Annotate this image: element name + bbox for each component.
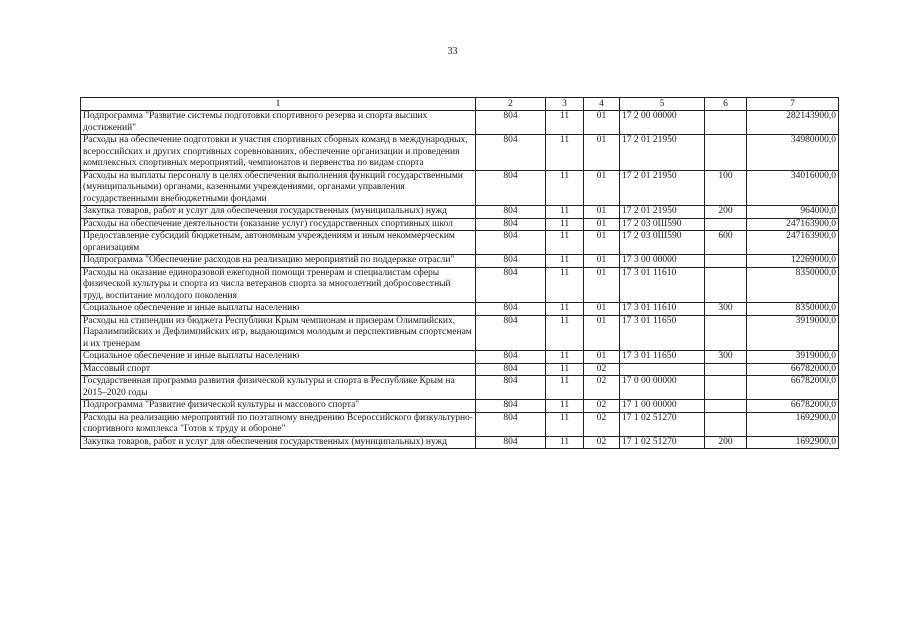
row-code-5-cell: 17 2 01 21950 [620, 135, 705, 171]
row-amount-cell: 1692900,0 [747, 412, 839, 436]
row-code-2-cell: 804 [476, 231, 546, 255]
row-amount-cell: 282143900,0 [747, 111, 839, 135]
row-code-3-cell: 11 [546, 170, 584, 206]
header-col-2: 2 [476, 98, 546, 111]
row-code-5-cell: 17 2 03 0Ш590 [620, 218, 705, 231]
row-code-5-cell [620, 363, 705, 376]
row-code-6-cell: 200 [705, 206, 747, 219]
row-amount-cell: 3919000,0 [747, 351, 839, 364]
header-col-5: 5 [620, 98, 705, 111]
row-code-4-cell: 02 [584, 412, 620, 436]
row-code-3-cell: 11 [546, 231, 584, 255]
table-row [81, 315, 839, 351]
row-amount-cell: 964000,0 [747, 206, 839, 219]
row-code-4-cell: 02 [584, 436, 620, 449]
row-code-6-cell: 300 [705, 303, 747, 316]
table-body [81, 111, 839, 449]
row-amount-cell: 247163900,0 [747, 231, 839, 255]
row-code-6-cell: 100 [705, 170, 747, 206]
row-code-4-cell: 01 [584, 303, 620, 316]
row-code-2-cell: 804 [476, 351, 546, 364]
row-name-cell: Социальное обеспечение и иные выплаты населению [81, 351, 476, 364]
row-code-5-cell: 17 2 01 21950 [620, 170, 705, 206]
row-code-4-cell: 01 [584, 206, 620, 219]
row-code-3-cell: 11 [546, 363, 584, 376]
table-row [81, 351, 839, 364]
row-name-cell: Предоставление субсидий бюджетным, автономным учреждениям и иным некоммерческим организациям [81, 231, 476, 255]
row-code-3-cell: 11 [546, 218, 584, 231]
row-name-cell: Государственная программа развития физической культуры и спорта в Республике Крым на 2015–2020 годы [81, 376, 476, 400]
row-name-cell: Закупка товаров, работ и услуг для обеспечения государственных (муниципальных) нужд [81, 436, 476, 449]
row-code-6-cell [705, 315, 747, 351]
header-col-1: 1 [81, 98, 476, 111]
table-row [81, 206, 839, 219]
row-code-3-cell: 11 [546, 351, 584, 364]
row-name-cell: Подпрограмма "Развитие системы подготовки спортивного резерва и спорта высших достижений" [81, 111, 476, 135]
row-code-3-cell: 11 [546, 255, 584, 268]
row-amount-cell: 8350000,0 [747, 267, 839, 303]
row-code-5-cell: 17 1 02 51270 [620, 436, 705, 449]
row-code-3-cell: 11 [546, 436, 584, 449]
table-row [81, 267, 839, 303]
header-col-6: 6 [705, 98, 747, 111]
row-code-2-cell: 804 [476, 206, 546, 219]
table-row [81, 303, 839, 316]
row-code-4-cell: 01 [584, 170, 620, 206]
row-code-6-cell [705, 400, 747, 413]
row-code-6-cell [705, 255, 747, 268]
row-name-cell: Расходы на обеспечение подготовки и участия спортивных сборных команд в международных, всероссийских и других спортивных соревнованиях, обеспечение организации и проведения комплексных спортивных мероприятий, чемпионатов и первенства по видам спорта [81, 135, 476, 171]
row-code-2-cell: 804 [476, 363, 546, 376]
row-code-2-cell: 804 [476, 303, 546, 316]
row-code-4-cell: 01 [584, 315, 620, 351]
table-row [81, 376, 839, 400]
row-code-4-cell: 01 [584, 135, 620, 171]
row-code-4-cell: 01 [584, 111, 620, 135]
row-code-3-cell: 11 [546, 111, 584, 135]
row-name-cell: Расходы на оказание единоразовой ежегодной помощи тренерам и специалистам сферы физической культуры и спорта из числа ветеранов спорта за многолетний добросовестный труд, воспитание молодого поколения [81, 267, 476, 303]
row-code-5-cell: 17 3 01 11610 [620, 303, 705, 316]
row-code-4-cell: 02 [584, 400, 620, 413]
row-amount-cell: 34016000,0 [747, 170, 839, 206]
row-code-5-cell: 17 1 02 51270 [620, 412, 705, 436]
row-code-6-cell: 600 [705, 231, 747, 255]
row-code-6-cell [705, 376, 747, 400]
row-name-cell: Подпрограмма "Развитие физической культуры и массового спорта" [81, 400, 476, 413]
row-name-cell: Социальное обеспечение и иные выплаты населению [81, 303, 476, 316]
row-name-cell: Расходы на стипендии из бюджета Республики Крым чемпионам и призерам Олимпийских, Паралимпийских и Дефлимпийских игр, выдающимся молодым и перспективным спортсменам и их тренерам [81, 315, 476, 351]
row-code-3-cell: 11 [546, 412, 584, 436]
row-code-6-cell [705, 267, 747, 303]
row-code-4-cell: 01 [584, 267, 620, 303]
row-code-5-cell: 17 3 01 11650 [620, 315, 705, 351]
table-row [81, 170, 839, 206]
row-code-2-cell: 804 [476, 436, 546, 449]
row-code-2-cell: 804 [476, 111, 546, 135]
row-code-3-cell: 11 [546, 206, 584, 219]
row-name-cell: Расходы на обеспечение деятельности (оказание услуг) государственных спортивных школ [81, 218, 476, 231]
row-amount-cell: 66782000,0 [747, 363, 839, 376]
table-row [81, 363, 839, 376]
row-name-cell: Подпрограмма "Обеспечение расходов на реализацию мероприятий по поддержке отрасли" [81, 255, 476, 268]
row-code-5-cell: 17 2 00 00000 [620, 111, 705, 135]
row-code-3-cell: 11 [546, 376, 584, 400]
row-code-6-cell: 300 [705, 351, 747, 364]
row-code-5-cell: 17 3 01 11610 [620, 267, 705, 303]
table-row [81, 135, 839, 171]
row-code-6-cell [705, 111, 747, 135]
row-code-2-cell: 804 [476, 255, 546, 268]
row-code-6-cell [705, 218, 747, 231]
row-code-4-cell: 01 [584, 255, 620, 268]
table-row [81, 400, 839, 413]
row-code-2-cell: 804 [476, 170, 546, 206]
row-code-3-cell: 11 [546, 315, 584, 351]
row-code-6-cell: 200 [705, 436, 747, 449]
row-code-3-cell: 11 [546, 267, 584, 303]
table-row [81, 218, 839, 231]
header-col-4: 4 [584, 98, 620, 111]
row-code-4-cell: 02 [584, 376, 620, 400]
row-code-2-cell: 804 [476, 376, 546, 400]
row-code-6-cell [705, 135, 747, 171]
row-code-6-cell [705, 412, 747, 436]
row-amount-cell: 247163900,0 [747, 218, 839, 231]
row-amount-cell: 12269000,0 [747, 255, 839, 268]
row-code-4-cell: 01 [584, 351, 620, 364]
table-header-row [81, 98, 839, 111]
row-code-5-cell: 17 0 00 00000 [620, 376, 705, 400]
table-row [81, 231, 839, 255]
row-code-2-cell: 804 [476, 412, 546, 436]
row-code-3-cell: 11 [546, 135, 584, 171]
row-name-cell: Расходы на выплаты персоналу в целях обеспечения выполнения функций государственными (муниципальными) органами, казенными учреждениями, органами управления государственными внебюджетными фондами [81, 170, 476, 206]
row-amount-cell: 34980000,0 [747, 135, 839, 171]
row-code-5-cell: 17 2 03 0Ш590 [620, 231, 705, 255]
table-row [81, 111, 839, 135]
row-amount-cell: 66782000,0 [747, 400, 839, 413]
row-name-cell: Расходы на реализацию мероприятий по поэтапному внедрению Всероссийского физкультурно-спортивного комплекса "Готов к труду и обороне" [81, 412, 476, 436]
row-amount-cell: 1692900,0 [747, 436, 839, 449]
row-code-5-cell: 17 3 01 11650 [620, 351, 705, 364]
row-code-2-cell: 804 [476, 400, 546, 413]
row-amount-cell: 8350000,0 [747, 303, 839, 316]
row-code-2-cell: 804 [476, 135, 546, 171]
row-code-2-cell: 804 [476, 267, 546, 303]
table-row [81, 412, 839, 436]
row-name-cell: Массовый спорт [81, 363, 476, 376]
page-number: 33 [447, 46, 458, 57]
row-code-2-cell: 804 [476, 218, 546, 231]
row-code-2-cell: 804 [476, 315, 546, 351]
row-code-4-cell: 01 [584, 231, 620, 255]
row-code-4-cell: 02 [584, 363, 620, 376]
row-code-5-cell: 17 1 00 00000 [620, 400, 705, 413]
row-code-5-cell: 17 2 01 21950 [620, 206, 705, 219]
row-code-6-cell [705, 363, 747, 376]
row-code-3-cell: 11 [546, 303, 584, 316]
row-name-cell: Закупка товаров, работ и услуг для обеспечения государственных (муниципальных) нужд [81, 206, 476, 219]
row-amount-cell: 3919000,0 [747, 315, 839, 351]
budget-table [80, 97, 839, 449]
table-row [81, 255, 839, 268]
row-code-4-cell: 01 [584, 218, 620, 231]
table-row [81, 436, 839, 449]
header-col-3: 3 [546, 98, 584, 111]
header-col-7: 7 [747, 98, 839, 111]
row-code-3-cell: 11 [546, 400, 584, 413]
row-code-5-cell: 17 3 00 00000 [620, 255, 705, 268]
row-amount-cell: 66782000,0 [747, 376, 839, 400]
